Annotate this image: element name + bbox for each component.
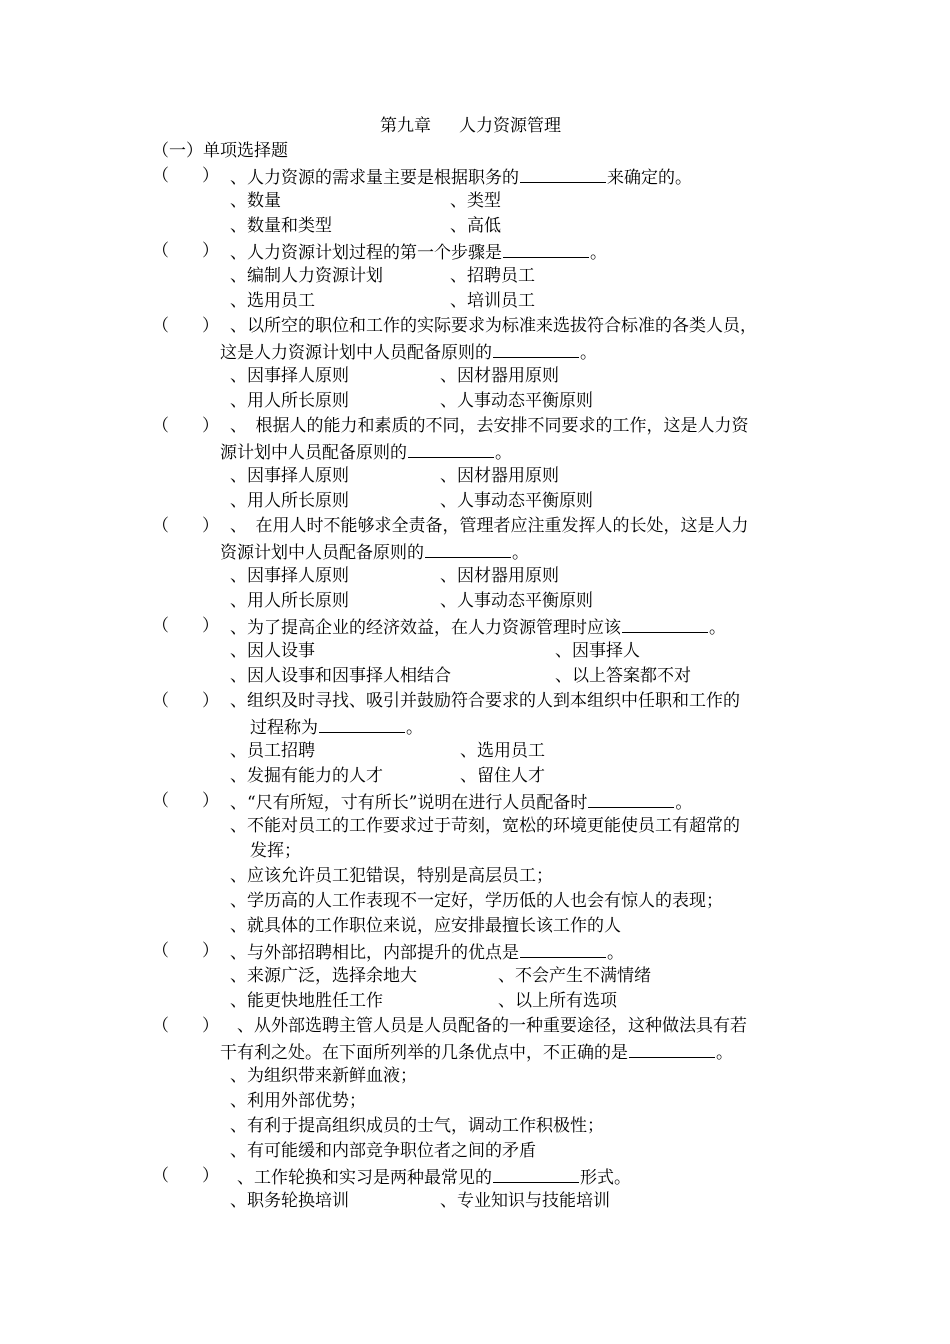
answer-blank: [520, 939, 606, 958]
question-stem: 、 在用人时不能够求全责备，管理者应注重发挥人的长处，这是人力: [230, 516, 749, 536]
option-a: 、为组织带来新鲜血液；: [230, 1066, 417, 1086]
option-a: 、因人设事: [230, 641, 315, 661]
option-a: 、员工招聘: [230, 741, 315, 761]
answer-bracket[interactable]: （ ）: [152, 616, 219, 636]
question-stem: 、为了提高企业的经济效益，在人力资源管理时应该 。: [230, 614, 726, 640]
answer-bracket[interactable]: （ ）: [152, 516, 219, 536]
option-d: 、人事动态平衡原则: [440, 391, 593, 411]
answer-bracket[interactable]: （ ）: [152, 241, 219, 261]
answer-blank: [319, 714, 405, 733]
section-heading: （一）单项选择题: [152, 141, 288, 161]
option-c: 、因人设事和因事择人相结合: [230, 666, 451, 686]
option-b: 、因材器用原则: [440, 466, 559, 486]
chapter-number: 第九章: [380, 116, 431, 136]
answer-blank: [520, 164, 606, 183]
option-c: 、发掘有能力的人才: [230, 766, 383, 786]
answer-bracket[interactable]: （ ）: [152, 791, 219, 811]
option-c: 、学历高的人工作表现不一定好，学历低的人也会有惊人的表现；: [230, 891, 723, 911]
option-d: 、以上所有选项: [498, 991, 617, 1011]
option-a: 、不能对员工的工作要求过于苛刻，宽松的环境更能使员工有超常的: [230, 816, 740, 836]
question-stem: 、从外部选聘主管人员是人员配备的一种重要途径，这种做法具有若: [220, 1016, 747, 1036]
answer-bracket[interactable]: （ ）: [152, 316, 219, 336]
answer-blank: [493, 1164, 579, 1183]
option-c: 、用人所长原则: [230, 391, 349, 411]
question-stem: 、 根据人的能力和素质的不同，去安排不同要求的工作，这是人力资: [230, 416, 749, 436]
option-a: 、数量: [230, 191, 281, 211]
answer-blank: [493, 339, 579, 358]
question-stem: 、组织及时寻找、吸引并鼓励符合要求的人到本组织中任职和工作的: [230, 691, 740, 711]
question-stem-continued: 干有利之处。在下面所列举的几条优点中，不正确的是 。: [220, 1039, 733, 1065]
option-d: 、有可能缓和内部竞争职位者之间的矛盾: [230, 1141, 536, 1161]
answer-blank: [588, 789, 674, 808]
option-d: 、人事动态平衡原则: [440, 591, 593, 611]
answer-blank: [425, 539, 511, 558]
chapter-name: 人力资源管理: [459, 116, 561, 136]
answer-bracket[interactable]: （ ）: [152, 1166, 219, 1186]
option-d: 、人事动态平衡原则: [440, 491, 593, 511]
option-b: 、利用外部优势；: [230, 1091, 366, 1111]
question-stem: 、“尺有所短，寸有所长”说明在进行人员配备时 。: [230, 789, 692, 815]
option-b: 、不会产生不满情绪: [498, 966, 651, 986]
answer-blank: [408, 439, 494, 458]
option-a: 、因事择人原则: [230, 366, 349, 386]
option-d: 、就具体的工作职位来说，应安排最擅长该工作的人: [230, 916, 621, 936]
question-stem: 、人力资源的需求量主要是根据职务的 来确定的。: [230, 164, 692, 190]
answer-bracket[interactable]: （ ）: [152, 941, 219, 961]
option-c: 、有利于提高组织成员的士气，调动工作积极性；: [230, 1116, 604, 1136]
option-a: 、因事择人原则: [230, 466, 349, 486]
question-stem: 、以所空的职位和工作的实际要求为标准来选拔符合标准的各类人员，: [230, 316, 757, 336]
question-stem: 、人力资源计划过程的第一个步骤是 。: [230, 239, 607, 265]
option-c: 、能更快地胜任工作: [230, 991, 383, 1011]
option-b: 、因事择人: [555, 641, 640, 661]
option-a: 、编制人力资源计划: [230, 266, 383, 286]
question-stem-continued: 资源计划中人员配备原则的 。: [220, 539, 529, 565]
option-c: 、数量和类型: [230, 216, 332, 236]
option-b: 、选用员工: [460, 741, 545, 761]
option-b: 、应该允许员工犯错误，特别是高层员工；: [230, 866, 553, 886]
option-c: 、用人所长原则: [230, 491, 349, 511]
option-b: 、招聘员工: [450, 266, 535, 286]
answer-bracket[interactable]: （ ）: [152, 166, 219, 186]
option-c: 、选用员工: [230, 291, 315, 311]
option-d: 、以上答案都不对: [555, 666, 691, 686]
option-c: 、用人所长原则: [230, 591, 349, 611]
question-stem-continued: 过程称为 。: [250, 714, 423, 740]
question-stem: 、与外部招聘相比，内部提升的优点是 。: [230, 939, 624, 965]
page-title: [380, 114, 561, 138]
option-a: 、职务轮换培训: [230, 1191, 349, 1211]
answer-blank: [503, 239, 589, 258]
option-a: 、因事择人原则: [230, 566, 349, 586]
option-d: 、培训员工: [450, 291, 535, 311]
question-stem-continued: 源计划中人员配备原则的 。: [220, 439, 512, 465]
option-a: 、来源广泛，选择余地大: [230, 966, 417, 986]
answer-bracket[interactable]: （ ）: [152, 1016, 219, 1036]
question-stem: 、工作轮换和实习是两种最常见的 形式。: [220, 1164, 631, 1190]
option-d: 、高低: [450, 216, 501, 236]
answer-bracket[interactable]: （ ）: [152, 416, 219, 436]
answer-bracket[interactable]: （ ）: [152, 691, 219, 711]
answer-blank: [629, 1039, 715, 1058]
question-stem-continued: 这是人力资源计划中人员配备原则的 。: [220, 339, 597, 365]
option-a-continued: 发挥；: [250, 841, 301, 861]
option-d: 、留住人才: [460, 766, 545, 786]
option-b: 、因材器用原则: [440, 366, 559, 386]
option-b: 、类型: [450, 191, 501, 211]
option-b: 、因材器用原则: [440, 566, 559, 586]
option-b: 、专业知识与技能培训: [440, 1191, 610, 1211]
answer-blank: [622, 614, 708, 633]
